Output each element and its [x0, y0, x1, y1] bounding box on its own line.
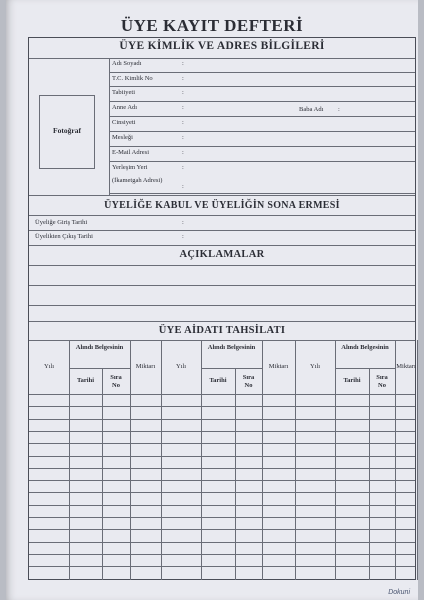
table-column-line — [417, 340, 418, 580]
field-colon: : — [182, 219, 184, 226]
brand-logo: Dokuni — [388, 589, 410, 596]
table-row — [29, 505, 415, 506]
col-year-header: Yılı — [309, 363, 321, 370]
table-row — [29, 529, 415, 530]
divider — [29, 195, 415, 196]
divider — [29, 321, 415, 322]
table-column-line — [130, 340, 131, 580]
field-line — [29, 230, 415, 231]
col-date-header: Tarihi — [76, 377, 95, 384]
field-label: (İkametgah Adresi) — [112, 177, 163, 184]
field-line — [109, 131, 415, 132]
table-column-line — [102, 368, 103, 580]
table-column-line — [395, 340, 396, 580]
table-row — [29, 443, 415, 444]
field-label: Adı Soyadı — [112, 60, 142, 67]
table-row — [29, 554, 415, 555]
col-receipt-header: Alındı Belgesinin — [341, 344, 389, 351]
membership-section-heading: ÜYELİĞE KABUL VE ÜYELİĞİN SONA ERMESİ — [104, 200, 340, 211]
table-row — [29, 542, 415, 543]
table-column-line — [161, 340, 162, 580]
field-colon: : — [182, 75, 184, 82]
table-row — [29, 419, 415, 420]
notes-line — [29, 305, 415, 306]
table-header-bottom — [29, 394, 415, 395]
field-label: Yerleşim Yeri — [112, 164, 148, 171]
col-seq-header: Sıra — [242, 374, 255, 381]
field-line — [109, 146, 415, 147]
col-no-header: No — [112, 382, 120, 389]
col-year-header: Yılı — [175, 363, 187, 370]
divider — [29, 245, 415, 246]
father-name-label: Baba Adı — [299, 106, 324, 113]
divider — [29, 215, 415, 216]
table-row — [29, 468, 415, 469]
photo-label: Fotoğraf — [53, 126, 81, 135]
form-page — [6, 0, 418, 600]
table-row — [29, 517, 415, 518]
photo-box — [39, 95, 95, 169]
field-line — [109, 161, 415, 162]
table-row — [29, 480, 415, 481]
divider — [29, 58, 415, 59]
col-no-header: No — [378, 382, 386, 389]
col-year-header: Yılı — [43, 363, 55, 370]
divider — [29, 265, 415, 266]
col-amount-header: Miktarı — [135, 363, 156, 370]
field-label: Tabiiyeti — [112, 89, 136, 96]
col-amount-header: Miktarı — [396, 363, 416, 370]
field-line — [109, 193, 415, 194]
col-receipt-header: Alındı Belgesinin — [207, 344, 256, 351]
field-label: Anne Adı — [112, 104, 138, 111]
field-line — [109, 72, 415, 73]
col-no-header: No — [244, 382, 253, 389]
page-title: ÜYE KAYIT DEFTERİ — [120, 16, 304, 35]
field-label: E-Mail Adresi — [112, 149, 150, 156]
field-colon: : — [182, 134, 184, 141]
field-colon: : — [182, 104, 184, 111]
table-row — [29, 431, 415, 432]
table-row — [29, 566, 415, 567]
field-colon: : — [182, 183, 184, 190]
field-colon: : — [182, 149, 184, 156]
table-column-line — [369, 368, 370, 580]
field-line — [109, 116, 415, 117]
subheader-line — [69, 368, 130, 369]
table-column-line — [201, 340, 202, 580]
field-colon: : — [182, 164, 184, 171]
field-label: T.C. Kimlik No — [112, 75, 153, 82]
field-line — [109, 101, 415, 102]
col-receipt-header: Alındı Belgesinin — [75, 344, 124, 351]
dues-section-heading: ÜYE AİDATI TAHSİLATI — [158, 325, 286, 336]
table-column-line — [335, 340, 336, 580]
table-column-line — [69, 340, 70, 580]
divider — [29, 340, 415, 341]
form-frame — [28, 37, 416, 580]
membership-field-label: Üyeliğe Giriş Tarihi — [35, 219, 88, 226]
col-amount-header: Miktarı — [268, 363, 289, 370]
table-column-line — [235, 368, 236, 580]
identity-section-heading: ÜYE KİMLİK VE ADRES BİLGİLERİ — [119, 40, 325, 52]
field-label: Cinsiyeti — [112, 119, 136, 126]
col-date-header: Tarihi — [209, 377, 227, 384]
field-colon: : — [182, 60, 184, 67]
column-divider — [109, 58, 110, 195]
table-row — [29, 492, 415, 493]
table-column-line — [295, 340, 296, 580]
col-date-header: Tarihi — [343, 377, 361, 384]
field-line — [109, 86, 415, 87]
field-colon: : — [182, 233, 184, 240]
field-colon: : — [338, 106, 340, 113]
field-colon: : — [182, 89, 184, 96]
table-row — [29, 456, 415, 457]
col-seq-header: Sıra — [376, 374, 388, 381]
notes-line — [29, 285, 415, 286]
field-label: Mesleği — [112, 134, 133, 141]
subheader-line — [335, 368, 395, 369]
notes-section-heading: AÇIKLAMALAR — [179, 249, 265, 260]
table-row — [29, 406, 415, 407]
membership-field-label: Üyelikten Çıkış Tarihi — [35, 233, 93, 240]
table-column-line — [262, 340, 263, 580]
col-seq-header: Sıra — [110, 374, 122, 381]
field-colon: : — [182, 119, 184, 126]
subheader-line — [201, 368, 262, 369]
